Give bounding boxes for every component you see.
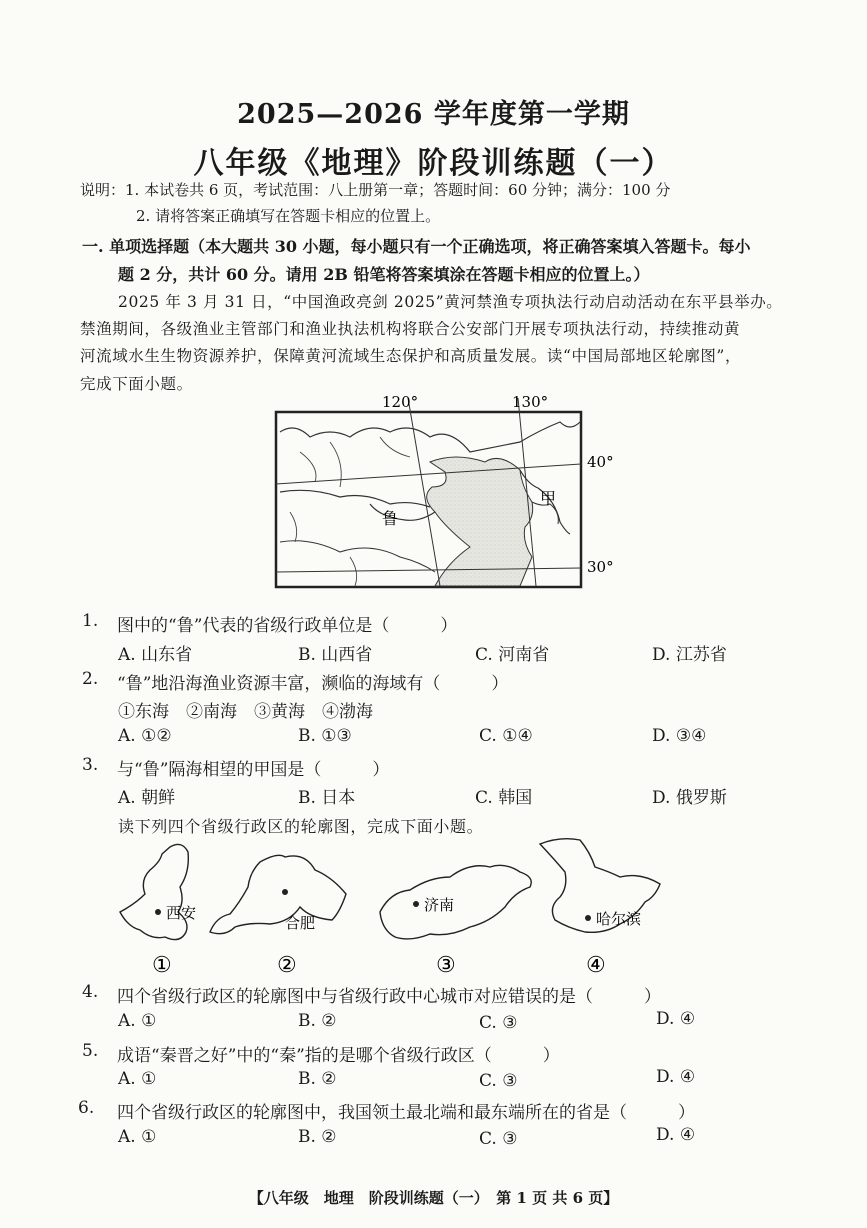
- option-5a: A. ①: [118, 1069, 157, 1089]
- option-3c: C. 韩国: [475, 788, 533, 808]
- option-6c: C. ③: [479, 1129, 518, 1149]
- city-label-1: 西安: [166, 904, 197, 922]
- city-label-2: 合肥: [285, 914, 316, 932]
- option-2d: D. ③④: [652, 726, 707, 746]
- province-number-2: ②: [277, 953, 297, 978]
- page-footer: 【八年级 地理 阶段训练题（一） 第 1 页 共 6 页】: [248, 1189, 619, 1207]
- question-text-2: “鲁”地沿海渔业资源丰富，濒临的海域有（ ）: [117, 674, 509, 694]
- question-text-3: 与“鲁”隔海相望的甲国是（ ）: [117, 760, 390, 780]
- section-heading-line-2: 题 2 分，共计 60 分。请用 2B 铅笔将答案填涂在答题卡相应的位置上。）: [118, 265, 650, 284]
- option-3a: A. 朝鲜: [118, 788, 176, 808]
- instructions-line-2: 2. 请将答案正确填写在答题卡相应的位置上。: [136, 207, 441, 225]
- capital-dot-4: [585, 915, 591, 921]
- option-4d: D. ④: [656, 1009, 696, 1029]
- option-4b: B. ②: [298, 1011, 337, 1031]
- option-4c: C. ③: [479, 1013, 518, 1033]
- province-outlines: [110, 832, 680, 982]
- question-number-6: 6.: [78, 1098, 95, 1118]
- passage-line-4: 完成下面小题。: [80, 375, 193, 393]
- longitude-label-130: 130°: [512, 393, 549, 411]
- city-label-3: 济南: [424, 896, 455, 914]
- passage-2: 读下列四个省级行政区的轮廓图，完成下面小题。: [118, 817, 484, 836]
- exam-title: 八年级《地理》阶段训练题（一）: [193, 146, 674, 181]
- option-2b: B. ①③: [298, 726, 352, 746]
- latitude-label-40: 40°: [587, 453, 614, 471]
- province-outline-2: [210, 855, 346, 933]
- question-2-choices: ①东海 ②南海 ③黄海 ④渤海: [118, 702, 373, 722]
- question-number-1: 1.: [82, 611, 99, 631]
- china-regional-map: [270, 392, 626, 604]
- question-text-6: 四个省级行政区的轮廓图中，我国领土最北端和最东端所在的省是（ ）: [117, 1103, 695, 1123]
- option-2c: C. ①④: [479, 726, 533, 746]
- passage-line-2: 禁渔期间，各级渔业主管部门和渔业执法机构将联合公安部门开展专项执法行动，持续推动黄: [80, 320, 741, 338]
- option-5c: C. ③: [479, 1071, 518, 1091]
- option-1d: D. 江苏省: [652, 645, 727, 665]
- option-1b: B. 山西省: [298, 645, 373, 665]
- city-label-4: 哈尔滨: [596, 910, 642, 928]
- question-number-2: 2.: [82, 669, 99, 689]
- option-1c: C. 河南省: [475, 645, 550, 665]
- option-6d: D. ④: [656, 1125, 696, 1145]
- province-number-3: ③: [436, 953, 456, 978]
- question-number-3: 3.: [82, 755, 99, 775]
- province-outline-1: [120, 844, 188, 939]
- passage-line-3: 河流域水生生物资源养护，保障黄河流域生态保护和高质量发展。读“中国局部地区轮廓图”，: [80, 347, 742, 365]
- province-number-4: ④: [586, 953, 606, 978]
- capital-dot-1: [155, 909, 161, 915]
- longitude-label-120: 120°: [382, 393, 419, 411]
- option-6b: B. ②: [298, 1127, 337, 1147]
- option-6a: A. ①: [118, 1127, 157, 1147]
- passage-line-1: 2025 年 3 月 31 日，“中国渔政亮剑 2025”黄河禁渔专项执法行动启动活动在东平县举办。: [118, 293, 783, 311]
- instructions-line-1: 说明：1. 本试卷共 6 页，考试范围：八上册第一章；答题时间：60 分钟；满分：100 分: [80, 181, 671, 199]
- option-5d: D. ④: [656, 1067, 696, 1087]
- map-label-lu: 鲁: [382, 509, 399, 528]
- latitude-label-30: 30°: [587, 558, 614, 576]
- exam-year-title: 2025—2026 学年度第一学期: [237, 99, 630, 130]
- question-number-5: 5.: [82, 1041, 99, 1061]
- section-heading-line-1: 一. 单项选择题（本大题共 30 小题，每小题只有一个正确选项，将正确答案填入答题卡。每小: [82, 237, 751, 256]
- question-number-4: 4.: [82, 982, 99, 1002]
- capital-dot-3: [413, 901, 419, 907]
- option-3d: D. 俄罗斯: [652, 788, 727, 808]
- option-1a: A. 山东省: [118, 645, 193, 665]
- question-text-1: 图中的“鲁”代表的省级行政单位是（ ）: [117, 616, 458, 636]
- question-text-4: 四个省级行政区的轮廓图中与省级行政中心城市对应错误的是（ ）: [117, 987, 661, 1007]
- option-4a: A. ①: [118, 1011, 157, 1031]
- province-outline-3: [380, 865, 531, 939]
- option-5b: B. ②: [298, 1069, 337, 1089]
- option-2a: A. ①②: [118, 726, 172, 746]
- province-number-1: ①: [152, 953, 172, 978]
- question-text-5: 成语“秦晋之好”中的“秦”指的是哪个省级行政区（ ）: [117, 1046, 560, 1066]
- capital-dot-2: [282, 889, 288, 895]
- map-label-jia: 甲: [540, 489, 557, 508]
- option-3b: B. 日本: [298, 788, 356, 808]
